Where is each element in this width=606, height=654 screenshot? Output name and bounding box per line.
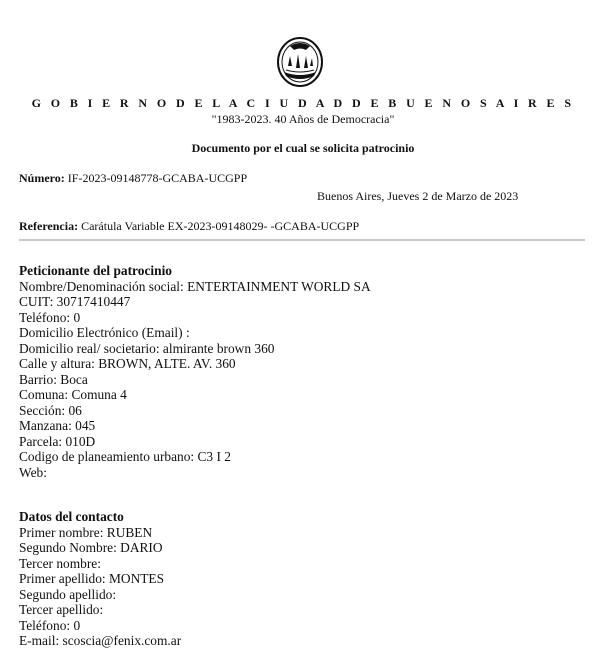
referencia-label: Referencia:	[19, 219, 79, 233]
peticionante-heading: Peticionante del patrocinio	[19, 263, 172, 278]
field-line: Domicilio Electrónico (Email) :	[19, 325, 190, 340]
numero-row	[19, 171, 247, 186]
field-line: Primer nombre: RUBEN	[19, 524, 153, 540]
date: Jueves 2 de Marzo de 2023	[387, 189, 519, 203]
motto: "1983-2023. 40 Años de Democracia"	[211, 112, 395, 126]
numero-label: Número:	[19, 171, 65, 185]
field-line: Tercer apellido:	[19, 602, 104, 617]
city: Buenos Aires,	[317, 189, 385, 203]
field-line: Codigo de planeamiento urbano: C3 I 2	[19, 449, 231, 464]
field-line: Parcela: 010D	[19, 433, 96, 449]
city-seal-icon	[276, 36, 324, 88]
divider	[19, 239, 585, 241]
field-line: Web:	[19, 464, 47, 480]
field-line: Segundo apellido:	[19, 586, 117, 602]
field-line: Teléfono: 0	[19, 309, 81, 325]
field-line: Teléfono: 0	[19, 617, 81, 633]
peticionante-section	[19, 263, 371, 480]
referencia-row	[19, 219, 359, 234]
field-line: Comuna: Comuna 4	[19, 387, 127, 402]
contacto-heading: Datos del contacto	[19, 509, 124, 524]
document-title: Documento por el cual se solicita patrocinio	[191, 141, 415, 155]
field-line: Sección: 06	[19, 402, 82, 418]
field-line: Manzana: 045	[19, 418, 96, 433]
field-line: Barrio: Boca	[19, 371, 88, 387]
numero-value: IF-2023-09148778-GCABA-UCGPP	[67, 171, 248, 185]
contacto-section	[19, 509, 181, 649]
field-line: CUIT: 30717410447	[19, 294, 131, 309]
field-line: Primer apellido: MONTES	[19, 571, 165, 586]
field-line: Calle y altura: BROWN, ALTE. AV. 360	[19, 356, 236, 371]
field-line: Domicilio real/ societario: almirante brown 360	[19, 340, 275, 356]
date-row	[317, 189, 518, 204]
referencia-value: Carátula Variable EX-2023-09148029- -GCABA-UCGPP	[81, 219, 360, 233]
field-line: Segundo Nombre: DARIO	[19, 540, 163, 555]
government-header: G O B I E R N O D E L A C I U D A D D E B U E N O S A I R E S	[31, 96, 575, 110]
field-line: Nombre/Denominación social: ENTERTAINMENT WORLD SA	[19, 278, 371, 294]
field-line: E-mail: scoscia@fenix.com.ar	[19, 633, 182, 648]
field-line: Tercer nombre:	[19, 555, 101, 571]
